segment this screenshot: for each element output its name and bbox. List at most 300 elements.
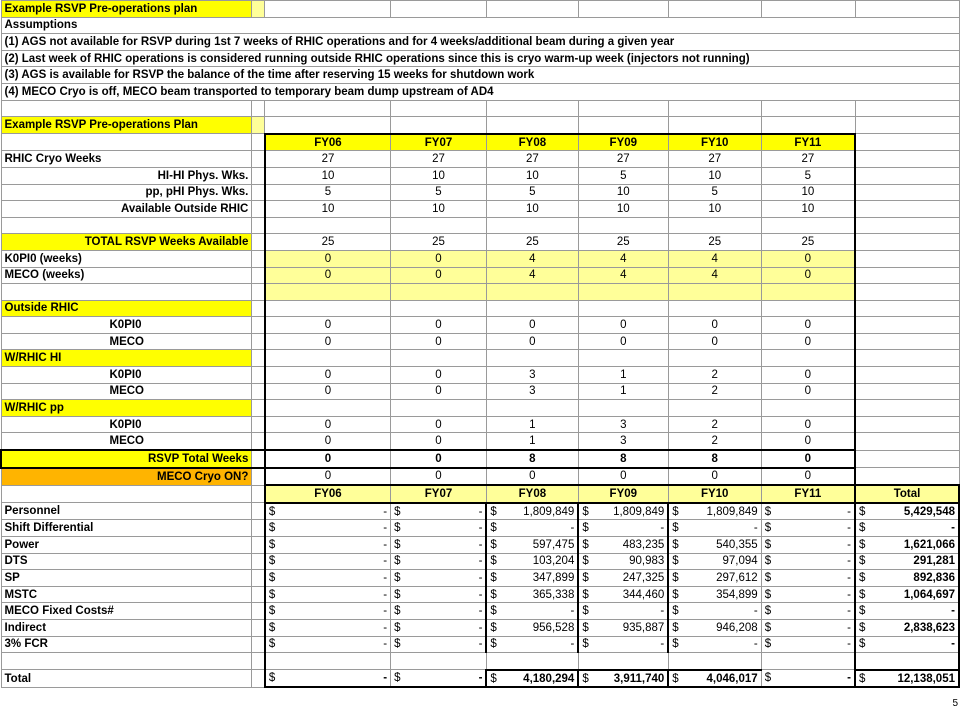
empty-cell[interactable] (391, 1, 487, 18)
section-header[interactable]: W/RHIC pp (1, 400, 252, 417)
empty-cell[interactable] (252, 653, 265, 670)
empty-cell[interactable] (761, 653, 855, 670)
empty-cell[interactable] (265, 217, 391, 234)
value-cell[interactable]: 1 (578, 383, 668, 400)
empty-cell[interactable] (761, 400, 855, 417)
sub-label[interactable]: K0PI0 (1, 367, 252, 384)
value-cell[interactable]: 2 (668, 367, 761, 384)
plan-title[interactable]: Example RSVP Pre-operations plan (1, 1, 252, 18)
empty-cell[interactable] (391, 300, 487, 317)
empty-cell[interactable] (252, 520, 265, 537)
empty-cell[interactable] (252, 433, 265, 450)
empty-cell[interactable] (391, 100, 487, 117)
value-cell[interactable]: 10 (265, 201, 391, 218)
value-cell[interactable]: 0 (265, 468, 391, 486)
empty-cell[interactable] (1, 100, 252, 117)
section-header[interactable]: Outside RHIC (1, 300, 252, 317)
empty-cell[interactable] (252, 383, 265, 400)
empty-cell[interactable] (486, 1, 578, 18)
cost-total-cell[interactable] (855, 603, 959, 620)
value-cell[interactable]: 10 (486, 201, 578, 218)
grand-total-cell[interactable] (855, 670, 959, 688)
empty-cell[interactable] (578, 284, 668, 301)
empty-cell[interactable] (1, 653, 252, 670)
cost-cell[interactable] (578, 636, 668, 653)
empty-cell[interactable] (265, 117, 391, 134)
value-cell[interactable]: 0 (486, 468, 578, 486)
value-cell[interactable]: 4 (578, 267, 668, 284)
cost-cell[interactable] (265, 553, 391, 570)
fy-header[interactable]: FY10 (668, 134, 761, 151)
cost-label[interactable]: Personnel (1, 503, 252, 520)
value-cell[interactable]: 0 (486, 333, 578, 350)
cost-cell[interactable] (391, 503, 487, 520)
value-cell[interactable]: 2 (668, 433, 761, 450)
value-cell[interactable]: 2 (668, 416, 761, 433)
fy-header[interactable]: FY07 (391, 134, 487, 151)
fy-header[interactable]: FY06 (265, 485, 391, 503)
empty-cell[interactable] (486, 350, 578, 367)
empty-cell[interactable] (252, 670, 265, 688)
value-cell[interactable]: 4 (668, 267, 761, 284)
empty-cell[interactable] (855, 383, 959, 400)
empty-cell[interactable] (252, 184, 265, 201)
cost-cell[interactable] (761, 603, 855, 620)
cost-label[interactable]: MSTC (1, 586, 252, 603)
empty-cell[interactable] (578, 350, 668, 367)
empty-cell[interactable] (761, 100, 855, 117)
empty-cell[interactable] (855, 350, 959, 367)
empty-cell[interactable] (761, 217, 855, 234)
pp-row-label[interactable]: pp, pHI Phys. Wks. (1, 184, 252, 201)
empty-cell[interactable] (855, 333, 959, 350)
empty-cell[interactable] (252, 134, 265, 151)
value-cell[interactable]: 10 (391, 167, 487, 184)
empty-cell[interactable] (855, 250, 959, 267)
empty-cell[interactable] (265, 284, 391, 301)
value-cell[interactable]: 0 (265, 333, 391, 350)
cost-cell[interactable] (391, 636, 487, 653)
cost-label[interactable]: Shift Differential (1, 520, 252, 537)
value-cell[interactable]: 0 (761, 250, 855, 267)
value-cell[interactable]: 0 (391, 250, 487, 267)
value-cell[interactable]: 10 (265, 167, 391, 184)
cost-cell[interactable] (391, 570, 487, 587)
empty-cell[interactable] (252, 416, 265, 433)
empty-cell[interactable] (252, 234, 265, 251)
cost-cell[interactable] (265, 586, 391, 603)
cost-cell[interactable] (668, 619, 761, 636)
value-cell[interactable]: 4 (486, 250, 578, 267)
empty-cell[interactable] (668, 300, 761, 317)
empty-cell[interactable] (761, 350, 855, 367)
empty-cell[interactable] (252, 333, 265, 350)
value-cell[interactable]: 10 (668, 167, 761, 184)
empty-cell[interactable] (578, 117, 668, 134)
cost-cell[interactable] (761, 636, 855, 653)
value-cell[interactable]: 0 (761, 367, 855, 384)
value-cell[interactable]: 0 (761, 416, 855, 433)
fy-header[interactable]: FY11 (761, 134, 855, 151)
empty-cell[interactable] (855, 468, 959, 486)
cost-cell[interactable] (391, 603, 487, 620)
cost-cell[interactable] (668, 503, 761, 520)
empty-cell[interactable] (265, 300, 391, 317)
empty-cell[interactable] (855, 653, 959, 670)
assumption-text[interactable]: (3) AGS is available for RSVP the balance of the time after reserving 15 weeks for shutdown work (1, 67, 959, 84)
cost-cell[interactable] (578, 503, 668, 520)
value-cell[interactable]: 0 (761, 433, 855, 450)
value-cell[interactable]: 8 (578, 450, 668, 468)
value-cell[interactable]: 0 (265, 433, 391, 450)
empty-cell[interactable] (578, 400, 668, 417)
value-cell[interactable]: 25 (578, 234, 668, 251)
empty-cell[interactable] (252, 284, 265, 301)
k0pi0-weeks-row-label[interactable]: K0PI0 (weeks) (1, 250, 252, 267)
empty-cell[interactable] (855, 300, 959, 317)
value-cell[interactable]: 25 (761, 234, 855, 251)
empty-cell[interactable] (855, 267, 959, 284)
empty-cell[interactable] (855, 184, 959, 201)
empty-cell[interactable] (252, 1, 265, 18)
empty-cell[interactable] (252, 400, 265, 417)
value-cell[interactable]: 3 (578, 433, 668, 450)
cost-cell[interactable] (265, 537, 391, 554)
empty-cell[interactable] (252, 603, 265, 620)
cost-cell[interactable] (761, 537, 855, 554)
cost-cell[interactable] (668, 553, 761, 570)
empty-cell[interactable] (578, 1, 668, 18)
cost-total-cell[interactable] (855, 619, 959, 636)
value-cell[interactable]: 25 (265, 234, 391, 251)
empty-cell[interactable] (391, 217, 487, 234)
value-cell[interactable]: 3 (578, 416, 668, 433)
cost-label[interactable]: DTS (1, 553, 252, 570)
value-cell[interactable]: 0 (486, 317, 578, 334)
empty-cell[interactable] (668, 400, 761, 417)
empty-cell[interactable] (391, 653, 487, 670)
value-cell[interactable]: 5 (668, 184, 761, 201)
cost-cell[interactable] (486, 636, 578, 653)
fy-header[interactable]: FY11 (761, 485, 855, 503)
value-cell[interactable]: 5 (578, 167, 668, 184)
value-cell[interactable]: 5 (391, 184, 487, 201)
empty-cell[interactable] (252, 468, 265, 486)
rsvp-total-label[interactable]: RSVP Total Weeks (1, 450, 252, 468)
cost-cell[interactable] (668, 670, 761, 688)
empty-cell[interactable] (391, 284, 487, 301)
cost-cell[interactable] (486, 553, 578, 570)
value-cell[interactable]: 0 (391, 267, 487, 284)
section-header[interactable]: W/RHIC HI (1, 350, 252, 367)
cost-cell[interactable] (668, 603, 761, 620)
meco-cryo-label[interactable]: MECO Cryo ON? (1, 468, 252, 486)
empty-cell[interactable] (855, 284, 959, 301)
cost-label[interactable]: Indirect (1, 619, 252, 636)
fy-header[interactable]: FY09 (578, 134, 668, 151)
rhic-cryo-row-label[interactable]: RHIC Cryo Weeks (1, 151, 252, 168)
cost-total-cell[interactable] (855, 553, 959, 570)
value-cell[interactable]: 10 (578, 201, 668, 218)
empty-cell[interactable] (252, 586, 265, 603)
value-cell[interactable]: 0 (265, 367, 391, 384)
empty-cell[interactable] (252, 636, 265, 653)
meco-weeks-row-label[interactable]: MECO (weeks) (1, 267, 252, 284)
empty-cell[interactable] (252, 317, 265, 334)
value-cell[interactable]: 1 (486, 433, 578, 450)
empty-cell[interactable] (668, 117, 761, 134)
cost-cell[interactable] (761, 553, 855, 570)
fy-header[interactable]: FY07 (391, 485, 487, 503)
sub-label[interactable]: K0PI0 (1, 317, 252, 334)
cost-cell[interactable] (578, 520, 668, 537)
cost-cell[interactable] (668, 570, 761, 587)
value-cell[interactable]: 10 (761, 201, 855, 218)
value-cell[interactable]: 1 (578, 367, 668, 384)
cost-cell[interactable] (668, 537, 761, 554)
cost-cell[interactable] (265, 619, 391, 636)
assumption-text[interactable]: (2) Last week of RHIC operations is considered running outside RHIC operations since this is cryo warm-up week (injectors not running) (1, 50, 959, 67)
cost-cell[interactable] (265, 636, 391, 653)
empty-cell[interactable] (668, 217, 761, 234)
empty-cell[interactable] (855, 151, 959, 168)
value-cell[interactable]: 0 (578, 468, 668, 486)
value-cell[interactable]: 0 (265, 416, 391, 433)
empty-cell[interactable] (391, 400, 487, 417)
cost-cell[interactable] (578, 553, 668, 570)
empty-cell[interactable] (855, 167, 959, 184)
assumption-text[interactable]: (4) MECO Cryo is off, MECO beam transported to temporary beam dump upstream of AD4 (1, 83, 959, 100)
assumptions-header[interactable]: Assumptions (1, 17, 959, 34)
empty-cell[interactable] (855, 416, 959, 433)
empty-cell[interactable] (252, 553, 265, 570)
empty-cell[interactable] (252, 350, 265, 367)
empty-cell[interactable] (761, 300, 855, 317)
empty-cell[interactable] (761, 284, 855, 301)
value-cell[interactable]: 5 (265, 184, 391, 201)
empty-cell[interactable] (486, 100, 578, 117)
empty-cell[interactable] (486, 284, 578, 301)
value-cell[interactable]: 5 (761, 167, 855, 184)
empty-cell[interactable] (761, 117, 855, 134)
assumption-text[interactable]: (1) AGS not available for RSVP during 1st 7 weeks of RHIC operations and for 4 weeks/additional beam during a given year (1, 34, 959, 51)
cost-cell[interactable] (761, 619, 855, 636)
empty-cell[interactable] (1, 284, 252, 301)
cost-cell[interactable] (391, 537, 487, 554)
cost-total-cell[interactable] (855, 636, 959, 653)
empty-cell[interactable] (265, 1, 391, 18)
fy-header[interactable]: FY08 (486, 485, 578, 503)
cost-label[interactable]: 3% FCR (1, 636, 252, 653)
value-cell[interactable]: 0 (668, 333, 761, 350)
empty-cell[interactable] (855, 234, 959, 251)
empty-cell[interactable] (578, 100, 668, 117)
cost-total-cell[interactable] (855, 537, 959, 554)
empty-cell[interactable] (855, 367, 959, 384)
value-cell[interactable]: 8 (486, 450, 578, 468)
empty-cell[interactable] (855, 433, 959, 450)
value-cell[interactable]: 0 (391, 450, 487, 468)
empty-cell[interactable] (668, 100, 761, 117)
value-cell[interactable]: 0 (761, 450, 855, 468)
value-cell[interactable]: 4 (578, 250, 668, 267)
empty-cell[interactable] (578, 217, 668, 234)
empty-cell[interactable] (578, 653, 668, 670)
empty-cell[interactable] (252, 117, 265, 134)
fy-header[interactable]: FY10 (668, 485, 761, 503)
empty-cell[interactable] (855, 117, 959, 134)
empty-cell[interactable] (855, 1, 959, 18)
value-cell[interactable]: 0 (391, 468, 487, 486)
fy-header[interactable]: FY08 (486, 134, 578, 151)
cost-cell[interactable] (486, 537, 578, 554)
empty-cell[interactable] (252, 167, 265, 184)
empty-cell[interactable] (252, 503, 265, 520)
empty-cell[interactable] (668, 350, 761, 367)
empty-cell[interactable] (391, 350, 487, 367)
cost-cell[interactable] (668, 586, 761, 603)
empty-cell[interactable] (486, 400, 578, 417)
value-cell[interactable]: 5 (486, 184, 578, 201)
empty-cell[interactable] (855, 134, 959, 151)
cost-cell[interactable] (265, 520, 391, 537)
cost-cell[interactable] (486, 619, 578, 636)
empty-cell[interactable] (855, 100, 959, 117)
cost-cell[interactable] (391, 586, 487, 603)
empty-cell[interactable] (486, 217, 578, 234)
total-header[interactable]: Total (855, 485, 959, 503)
value-cell[interactable]: 0 (578, 317, 668, 334)
cost-cell[interactable] (761, 586, 855, 603)
cost-cell[interactable] (578, 586, 668, 603)
empty-cell[interactable] (252, 217, 265, 234)
empty-cell[interactable] (855, 201, 959, 218)
value-cell[interactable]: 25 (486, 234, 578, 251)
cost-cell[interactable] (668, 636, 761, 653)
value-cell[interactable]: 4 (668, 250, 761, 267)
value-cell[interactable]: 27 (578, 151, 668, 168)
value-cell[interactable]: 3 (486, 383, 578, 400)
cost-cell[interactable] (265, 670, 391, 688)
fy-header[interactable]: FY09 (578, 485, 668, 503)
value-cell[interactable]: 27 (761, 151, 855, 168)
empty-cell[interactable] (668, 284, 761, 301)
empty-cell[interactable] (855, 450, 959, 468)
value-cell[interactable]: 0 (391, 433, 487, 450)
empty-cell[interactable] (252, 201, 265, 218)
value-cell[interactable]: 8 (668, 450, 761, 468)
empty-cell[interactable] (252, 267, 265, 284)
value-cell[interactable]: 0 (265, 267, 391, 284)
cost-cell[interactable] (265, 570, 391, 587)
value-cell[interactable]: 0 (761, 468, 855, 486)
cost-total-label[interactable]: Total (1, 670, 252, 688)
value-cell[interactable]: 0 (265, 250, 391, 267)
cost-cell[interactable] (391, 553, 487, 570)
empty-cell[interactable] (252, 570, 265, 587)
cost-cell[interactable] (486, 603, 578, 620)
cost-cell[interactable] (486, 520, 578, 537)
empty-cell[interactable] (1, 217, 252, 234)
empty-cell[interactable] (265, 350, 391, 367)
empty-cell[interactable] (265, 100, 391, 117)
total-rsvp-row-label[interactable]: TOTAL RSVP Weeks Available (1, 234, 252, 251)
cost-cell[interactable] (578, 670, 668, 688)
value-cell[interactable]: 0 (578, 333, 668, 350)
empty-cell[interactable] (265, 400, 391, 417)
value-cell[interactable]: 0 (668, 468, 761, 486)
cost-cell[interactable] (486, 670, 578, 688)
cost-label[interactable]: Power (1, 537, 252, 554)
cost-cell[interactable] (391, 670, 487, 688)
cost-cell[interactable] (391, 619, 487, 636)
empty-cell[interactable] (486, 300, 578, 317)
cost-total-cell[interactable] (855, 570, 959, 587)
value-cell[interactable]: 0 (391, 416, 487, 433)
empty-cell[interactable] (252, 250, 265, 267)
cost-total-cell[interactable] (855, 503, 959, 520)
sub-label[interactable]: MECO (1, 433, 252, 450)
value-cell[interactable]: 10 (761, 184, 855, 201)
empty-cell[interactable] (252, 619, 265, 636)
cost-cell[interactable] (761, 503, 855, 520)
value-cell[interactable]: 10 (668, 201, 761, 218)
value-cell[interactable]: 27 (486, 151, 578, 168)
empty-cell[interactable] (252, 300, 265, 317)
value-cell[interactable]: 0 (668, 317, 761, 334)
hi-hi-row-label[interactable]: HI-HI Phys. Wks. (1, 167, 252, 184)
sub-label[interactable]: MECO (1, 383, 252, 400)
value-cell[interactable]: 1 (486, 416, 578, 433)
empty-cell[interactable] (252, 151, 265, 168)
cost-cell[interactable] (486, 586, 578, 603)
empty-cell[interactable] (252, 485, 265, 503)
value-cell[interactable]: 0 (761, 267, 855, 284)
empty-cell[interactable] (1, 134, 252, 151)
empty-cell[interactable] (486, 117, 578, 134)
value-cell[interactable]: 4 (486, 267, 578, 284)
sub-label[interactable]: MECO (1, 333, 252, 350)
outside-row-label[interactable]: Available Outside RHIC (1, 201, 252, 218)
empty-cell[interactable] (855, 217, 959, 234)
cost-cell[interactable] (486, 570, 578, 587)
value-cell[interactable]: 27 (265, 151, 391, 168)
value-cell[interactable]: 27 (391, 151, 487, 168)
value-cell[interactable]: 25 (391, 234, 487, 251)
cost-cell[interactable] (265, 503, 391, 520)
cost-label[interactable]: SP (1, 570, 252, 587)
value-cell[interactable]: 0 (265, 450, 391, 468)
value-cell[interactable]: 25 (668, 234, 761, 251)
empty-cell[interactable] (578, 300, 668, 317)
value-cell[interactable]: 0 (391, 367, 487, 384)
cost-total-cell[interactable] (855, 586, 959, 603)
value-cell[interactable]: 0 (761, 383, 855, 400)
value-cell[interactable]: 0 (391, 383, 487, 400)
cost-cell[interactable] (486, 503, 578, 520)
cost-total-cell[interactable] (855, 520, 959, 537)
empty-cell[interactable] (761, 1, 855, 18)
cost-cell[interactable] (578, 603, 668, 620)
value-cell[interactable]: 10 (391, 201, 487, 218)
empty-cell[interactable] (252, 537, 265, 554)
empty-cell[interactable] (252, 100, 265, 117)
value-cell[interactable]: 0 (265, 383, 391, 400)
plan-title-2[interactable]: Example RSVP Pre-operations Plan (1, 117, 252, 134)
empty-cell[interactable] (252, 450, 265, 468)
value-cell[interactable]: 0 (761, 333, 855, 350)
cost-label[interactable]: MECO Fixed Costs# (1, 603, 252, 620)
